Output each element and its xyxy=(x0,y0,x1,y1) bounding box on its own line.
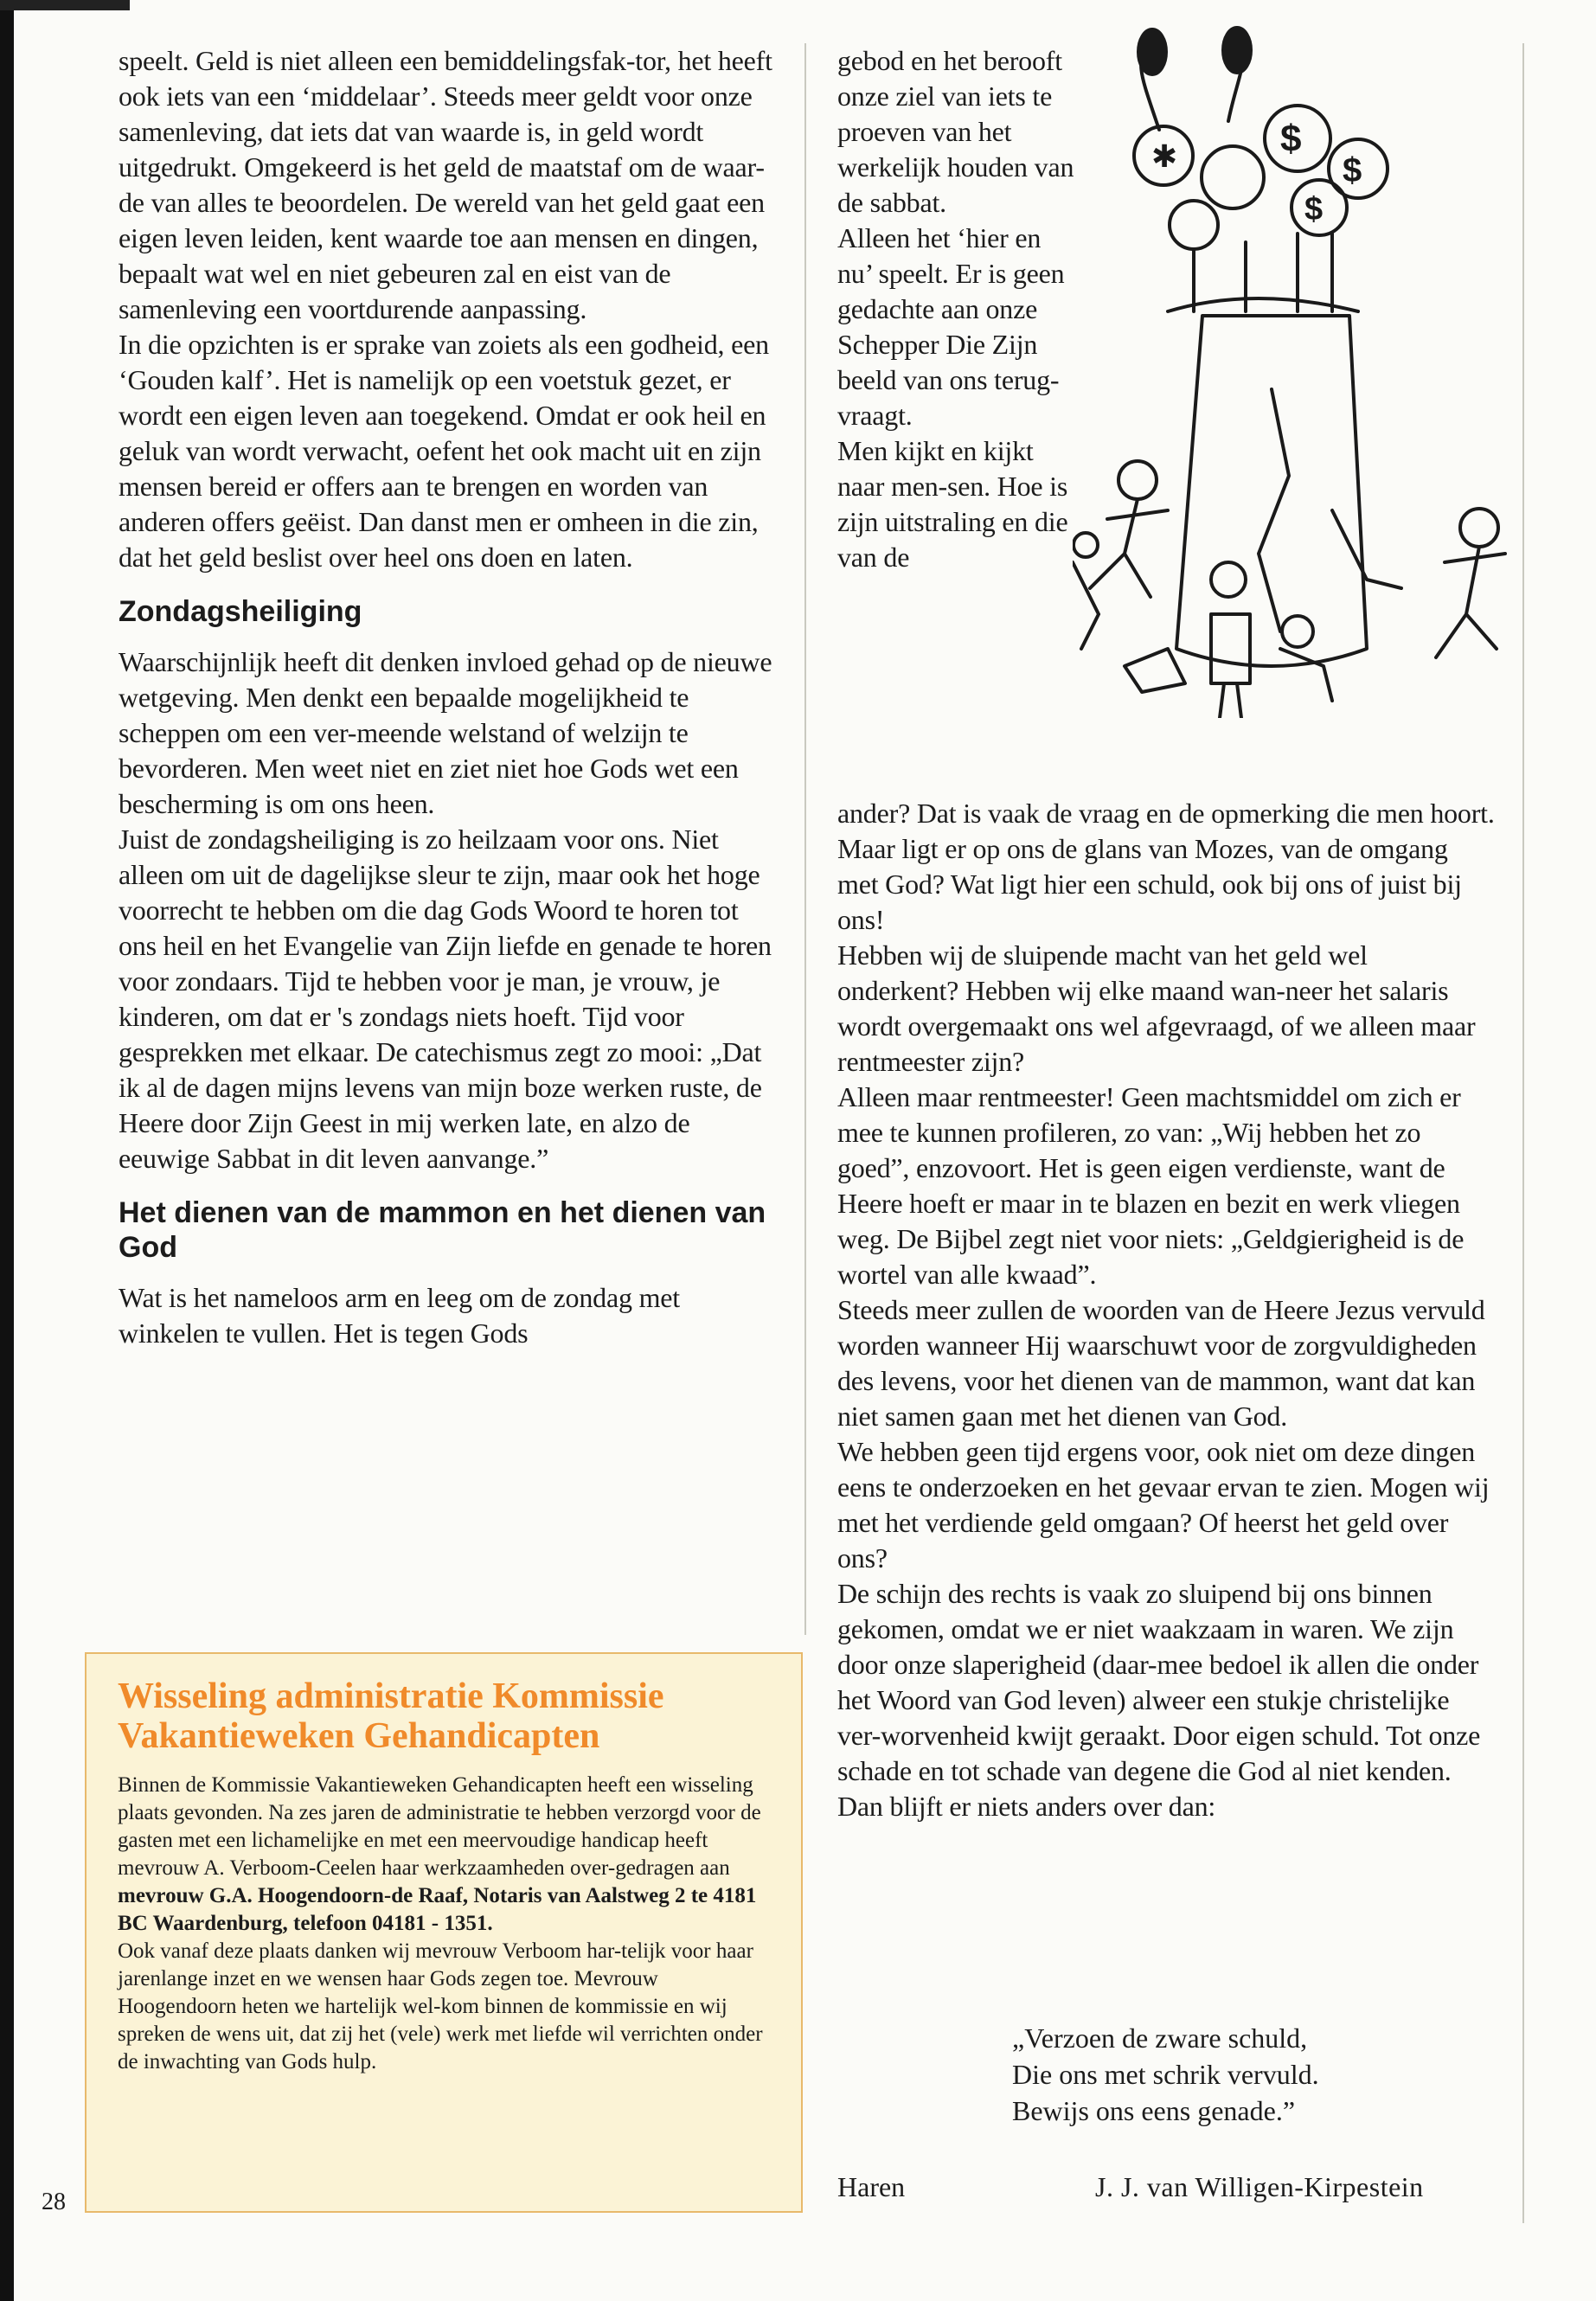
right-margin-rule xyxy=(1522,43,1524,2223)
announcement-address: mevrouw G.A. Hoogendoorn-de Raaf, Notaris van Aalstweg 2 te 4181 BC Waardenburg, telefoon 04181 - 1351. xyxy=(118,1884,757,1935)
footer-author: J. J. van Willigen-Kirpestein xyxy=(1095,2171,1424,2202)
section-heading-zondagsheiliging: Zondagsheiliging xyxy=(119,595,362,628)
paragraph: We hebben geen tijd ergens voor, ook niet om deze dingen eens te onderzoeken en het gevaar ervan te zien. Mogen wij met het verdiende geld omgaan? Of heerst het geld over ons? xyxy=(837,1436,1490,1574)
poem-line: „Verzoen de zware schuld, xyxy=(1012,2022,1308,2054)
paragraph: In die opzichten is er sprake van zoiets als een godheid, een ‘Gouden kalf’. Het is namelijk op een voetstuk gezet, er wordt een eigen leven aan toegekend. Omdat er ook heil en geluk van wordt verwacht, oefent het ook macht uit en zijn mensen bereid er offers aan te brengen en worden van anderen offers geëist. Dan danst men er omheen in die zin, dat het geld beslist over heel ons doen en laten. xyxy=(119,329,769,573)
page-edge-shadow xyxy=(0,0,14,2301)
column-divider xyxy=(804,43,806,1635)
paragraph: Juist de zondagsheiliging is zo heilzaam voor ons. Niet alleen om uit de dagelijkse sleur te zijn, maar ook het hoge voorrecht te hebben om die dag Gods Woord te horen tot ons heil en het Evangelie van Zijn liefde en genade te horen voor zondaars. Tijd te hebben voor je man, je vrouw, je kinderen, om dat er 's zondags niets hoeft. Tijd voor gesprekken met elkaar. De catechismus zegt zo mooi: „Dat ik al de dagen mijns levens van mijn boze werken ruste, de Heere door Zijn Geest in mij werken late, en alzo de eeuwige Sabbat in dit leven aanvange.” xyxy=(119,824,772,1174)
announcement-para1: Binnen de Kommissie Vakantieweken Gehandicapten heeft een wisseling plaats gevonden. Na zes jaren de administratie te hebben verzorgd voor de gasten met een lichamelijke en met een meervoudige handicap heeft mevrouw A. Verboom-Ceelen haar werkzaamheden over-gedragen aan xyxy=(118,1773,761,1880)
paragraph: Hebben wij de sluipende macht van het geld wel onderkent? Hebben wij elke maand wan-neer het salaris wordt overgemaakt ons wel afgevraagd, of we alleen maar rentmeester zijn? xyxy=(837,939,1476,1077)
svg-text:$: $ xyxy=(1304,191,1324,228)
poem-line: Die ons met schrik vervuld. xyxy=(1012,2059,1319,2090)
poem-line: Bewijs ons eens genade.” xyxy=(1012,2095,1296,2126)
page-number: 28 xyxy=(42,2189,66,2215)
announcement-box xyxy=(85,1652,803,2213)
paragraph: speelt. Geld is niet alleen een bemiddelingsfak-tor, het heeft ook iets van een ‘middelaar’. Steeds meer geldt voor onze samenleving, dat iets dat van waarde is, in geld wordt uitgedrukt. Omgekeerd is het geld de maatstaf om de waar-de van alles te beoordelen. De wereld van het geld gaat een eigen leven leiden, kent waarde toe aan mensen en dingen, bepaalt wat wel en niet gebeuren zal en eist van de samenleving een voortdurende aanpassing. xyxy=(119,45,772,324)
right-column-full xyxy=(837,796,1495,1824)
paragraph: Steeds meer zullen de woorden van de Heere Jezus vervuld worden wanneer Hij waarschuwt voor de zorgvuldigheden des levens, voor het dienen van de mammon, want dat kan niet samen gaan met het dienen van God. xyxy=(837,1294,1485,1432)
paragraph: Waarschijnlijk heeft dit denken invloed gehad op de nieuwe wetgeving. Men denkt een bepaalde mogelijkheid te scheppen om een ver-meende welstand of welzijn te bevorderen. Men weet niet en ziet niet hoe Gods wet een bescherming is om ons heen. xyxy=(119,646,772,819)
golden-calf-illustration xyxy=(1073,26,1522,718)
svg-text:$: $ xyxy=(1280,118,1302,160)
section-heading-mammon: Het dienen van de mammon en het dienen van God xyxy=(119,1196,766,1264)
paragraph: Alleen maar rentmeester! Geen machtsmiddel om zich er mee te kunnen profileren, zo van: „Wij hebben het zo goed”, enzovoort. Het is geen eigen verdienste, want de Heere hoeft er maar in te blazen en bezit en werk vliegen weg. De Bijbel zegt niet voor niets: „Geldgierigheid is de wortel van alle kwaad”. xyxy=(837,1081,1465,1290)
closing-poem xyxy=(1012,2020,1497,2129)
paragraph: ander? Dat is vaak de vraag en de opmerking die men hoort. Maar ligt er op ons de glans van Mozes, van de omgang met God? Wat ligt hier een schuld, ook bij ons of juist bij ons! xyxy=(837,798,1495,935)
paragraph: De schijn des rechts is vaak zo sluipend bij ons binnen gekomen, omdat we er niet waakzaam in waren. We zijn door onze slaperigheid (daar-mee bedoel ik allen die onder het Woord van God leven) alweer een stukje christelijke ver-worvenheid kwijt geraakt. Door eigen schuld. Tot onze schade en tot schade van degene die God al niet kenden. Dan blijft er niets anders over dan: xyxy=(837,1578,1481,1822)
announcement-para2: Ook vanaf deze plaats danken wij mevrouw Verboom har-telijk voor haar jarenlange inzet en we wensen haar Gods zegen toe. Mevrouw Hoogendoorn heten we hartelijk wel-kom binnen de kommissie en wij spreken de wens uit, dat zij het (vele) werk met liefde wil verrichten onder de inwachting van Gods hulp. xyxy=(118,1939,763,2073)
right-column-narrow xyxy=(837,43,1080,575)
announcement-title: Wisseling administratie Kommissie Vakantieweken Gehandicapten xyxy=(118,1676,664,1756)
footer-place: Haren xyxy=(837,2171,906,2202)
paragraph: Alleen het ‘hier en nu’ speelt. Er is geen gedachte aan onze Schepper Die Zijn beeld van ons terug-vraagt. xyxy=(837,222,1065,431)
svg-text:✱: ✱ xyxy=(1151,138,1178,174)
left-column xyxy=(119,43,776,1351)
paragraph: gebod en het berooft onze ziel van iets te proeven van het werkelijk houden van de sabbat. xyxy=(837,45,1074,218)
svg-text:$: $ xyxy=(1343,151,1362,189)
paragraph: Men kijkt en kijkt naar men-sen. Hoe is zijn uitstraling en die van de xyxy=(837,435,1068,573)
announcement-text xyxy=(118,1772,770,1938)
paragraph: Wat is het nameloos arm en leeg om de zondag met winkelen te vullen. Het is tegen Gods xyxy=(119,1282,680,1349)
page-edge-top-shadow xyxy=(0,0,130,10)
